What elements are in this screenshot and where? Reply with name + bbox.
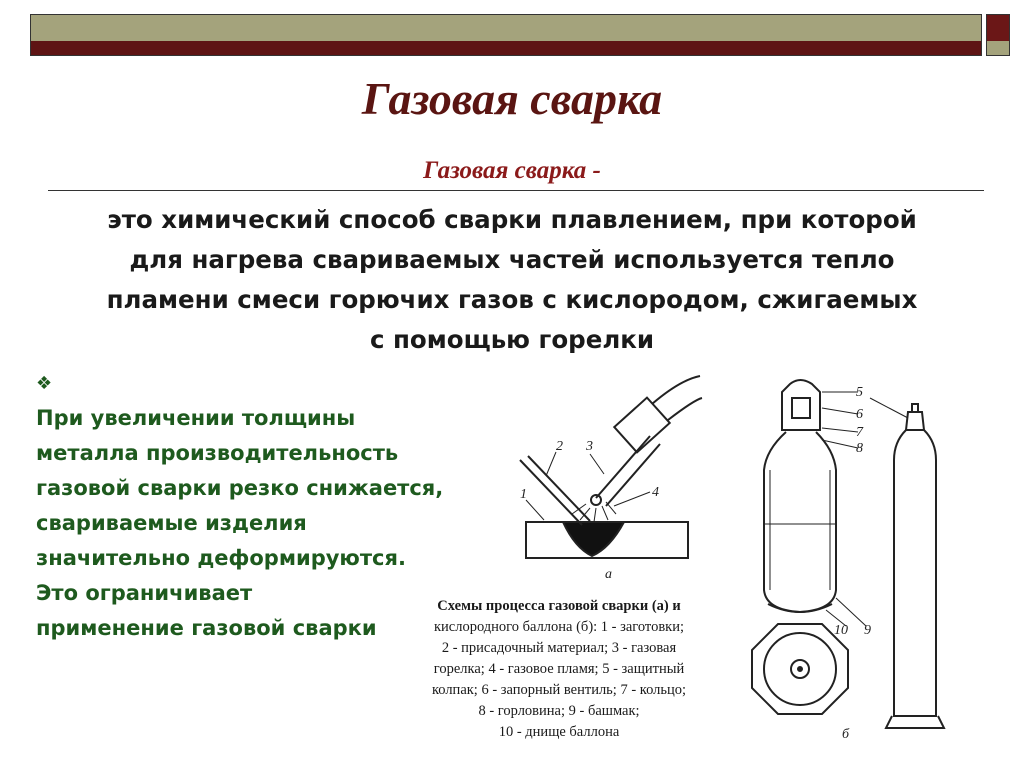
bullet-line: металла производительность — [36, 441, 399, 465]
caption-line: 10 - днище баллона — [498, 724, 620, 740]
bullet-line: свариваемые изделия — [36, 511, 307, 535]
side-view-body — [894, 430, 936, 716]
fig-a-number-2: 2 — [556, 439, 563, 454]
caption-line: Схемы процесса газовой сварки (а) и — [437, 598, 681, 614]
fig-b-number-6: 6 — [856, 407, 863, 422]
caption-line: горелка; 4 - газовое пламя; 5 - защитный — [433, 661, 685, 677]
fig-b-number-8: 8 — [856, 441, 863, 456]
bullet-line: Это ограничивает — [36, 581, 253, 605]
bullet-line: применение газовой сварки — [36, 616, 377, 640]
definition-line: это химический способ сварки плавлением, при которой — [107, 205, 917, 234]
filler-rod-edge — [528, 456, 590, 521]
definition-line: пламени смеси горючих газов с кислородом, сжигаемых — [106, 285, 918, 314]
torch-tip — [596, 436, 660, 506]
figure-a-welding-process — [520, 376, 702, 558]
figure-b-oxygen-cylinder — [752, 380, 944, 728]
diamond-bullet-icon: ❖ — [36, 373, 53, 394]
cylinder-body — [764, 432, 836, 612]
bullet-line: газовой сварки резко снижается, — [36, 476, 444, 500]
figure-caption — [398, 596, 720, 743]
fig-a-number-1: 1 — [520, 487, 527, 502]
bullet-text: При увеличении толщины — [36, 406, 356, 430]
fig-b-number-5: 5 — [856, 385, 863, 400]
definition-term: Газовая сварка - — [423, 157, 601, 184]
valve — [792, 398, 810, 418]
fig-a-number-3: 3 — [586, 439, 593, 454]
caption-line: 8 - горловина; 9 - башмак; — [478, 703, 640, 719]
protective-cap — [782, 380, 820, 430]
shoe-center — [798, 667, 802, 671]
definition-line: для нагрева свариваемых частей используется тепло — [129, 245, 895, 274]
cylinder-wall — [770, 470, 830, 590]
fig-b-number-7: 7 — [856, 425, 863, 440]
cylinder-bottom — [768, 604, 832, 612]
side-view-shoe — [886, 716, 944, 728]
definition-line: с помощью горелки — [369, 325, 655, 354]
slide-title: Газовая сварка — [361, 73, 663, 124]
torch-hose — [652, 376, 702, 420]
caption-line: 2 - присадочный материал; 3 - газовая — [441, 640, 677, 656]
side-view-valve — [906, 404, 924, 430]
caption-line: кислородного баллона (б): 1 - заготовки; — [433, 619, 685, 635]
bullet-line: значительно деформируются. — [36, 546, 406, 570]
weld-pool — [563, 522, 624, 556]
fig-b-label: б — [842, 727, 850, 742]
fig-a-label: а — [605, 567, 612, 582]
fig-b-number-9: 9 — [864, 623, 871, 638]
filler-rod — [520, 460, 582, 525]
caption-line: колпак; 6 - запорный вентиль; 7 - кольцо; — [431, 682, 687, 698]
fig-a-number-4: 4 — [652, 485, 659, 500]
fig-b-number-10: 10 — [834, 623, 848, 638]
side-view-leader — [870, 398, 908, 418]
